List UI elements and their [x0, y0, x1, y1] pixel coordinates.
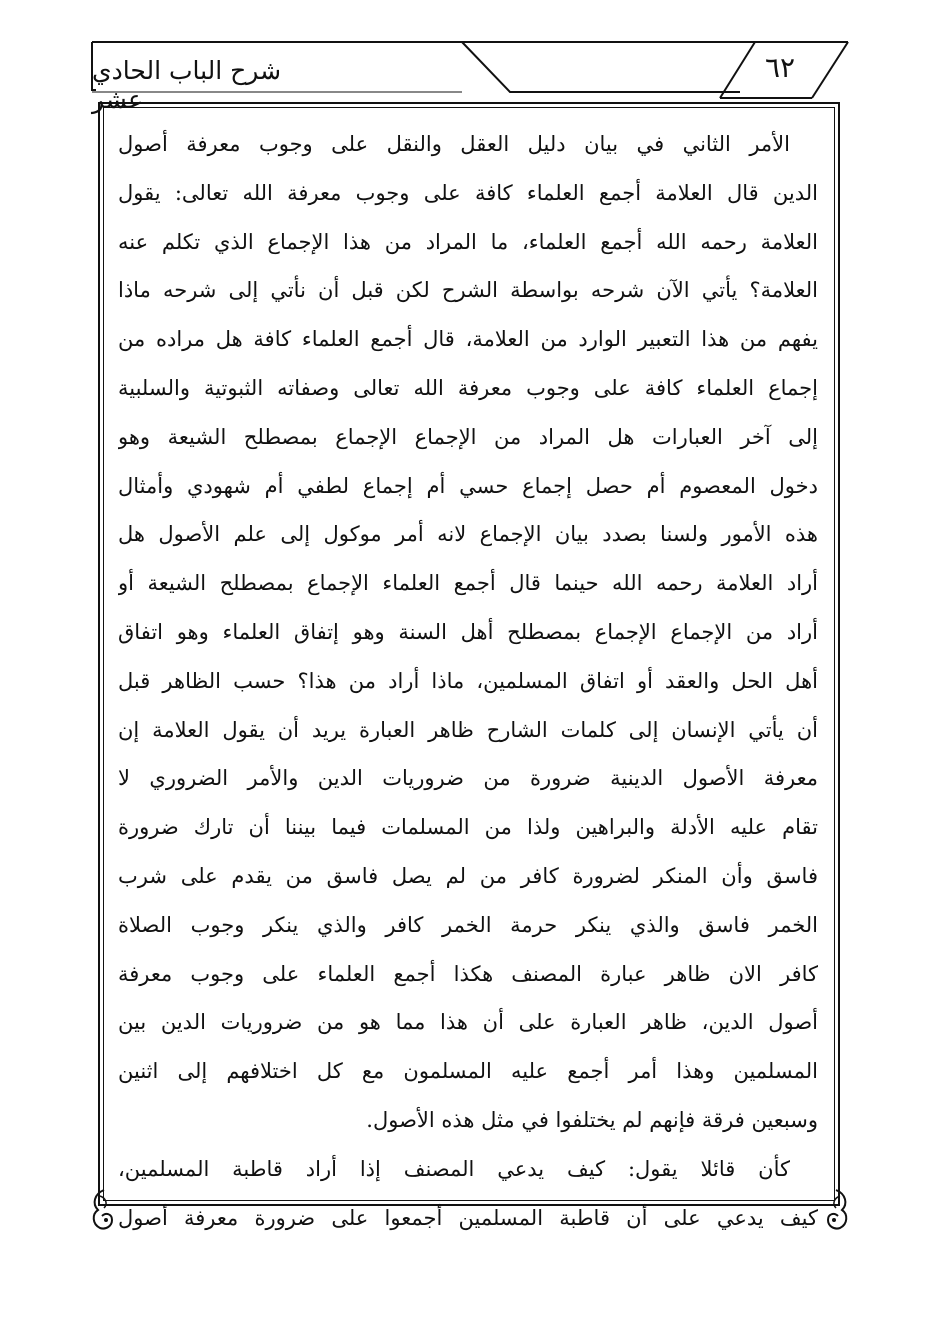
- paragraph-1: [118, 120, 818, 1145]
- text-line: أراد من الإجماع الإجماع بمصطلح أهل السنة وهو إتفاق العلماء وهو اتفاق: [118, 619, 818, 644]
- text-line: كيف يدعي على أن قاطبة المسلمين أجمعوا على ضرورة معرفة أصول: [118, 1205, 818, 1230]
- text-line: تقام عليه الأدلة والبراهين ولذا من المسلمات فيما بيننا أن تارك ضرورة: [118, 815, 818, 840]
- text-line: دخول المعصوم أم حصل إجماع حسي أم إجماع لطفي أم شهودي وأمثال: [118, 473, 818, 498]
- body-text: [118, 120, 818, 1242]
- text-line: يفهم من هذا التعبير الوارد من العلامة، قال أجمع العلماء كافة هل مراده من: [118, 327, 818, 352]
- text-line: كأن قائلا يقول: كيف يدعي المصنف إذا أراد قاطبة المسلمين،: [118, 1156, 790, 1181]
- text-line: الأمر الثاني في بيان دليل العقل والنقل على وجوب معرفة أصول: [118, 132, 790, 156]
- text-line: إلى آخر العبارات هل المراد من الإجماع الإجماع بمصطلح الشيعة وهو: [118, 424, 818, 449]
- ornament-bottom-right-icon: [818, 1186, 854, 1232]
- text-line: العلامة؟ يأتي الآن شرحه بواسطة الشرح لكن قبل أن نأتي إلى شرحه ماذا: [118, 278, 818, 303]
- text-line: الخمر فاسق والذي ينكر حرمة الخمر كافر والذي ينكر وجوب الصلاة: [118, 912, 818, 937]
- page-number: ٦٢: [764, 51, 796, 84]
- text-line: الدين قال العلامة أجمع العلماء كافة على وجوب معرفة الله تعالى: يقول: [118, 180, 818, 205]
- text-line: أصول الدين، ظاهر العبارة على أن هذا مما هو من ضروريات الدين بين: [118, 1010, 818, 1035]
- paragraph-2: [118, 1145, 818, 1243]
- text-line: العلامة رحمه الله أجمع العلماء، ما المراد من هذا الإجماع الذي تكلم عنه: [118, 229, 818, 254]
- text-line: هذه الأمور ولسنا بصدد بيان الإجماع لانه أمر موكول إلى علم الأصول هل: [118, 522, 818, 547]
- ornament-bottom-left-icon: [86, 1186, 122, 1232]
- text-line: أهل الحل والعقد أو اتفاق المسلمين، ماذا أراد من هذا؟ حسب الظاهر قبل: [118, 668, 818, 693]
- text-line: كافر الان ظاهر عبارة المصنف هكذا أجمع العلماء على وجوب معرفة: [118, 961, 818, 986]
- text-line: أن يأتي الإنسان إلى كلمات الشارح ظاهر العبارة يريد أن يقول العلامة إن: [118, 717, 818, 742]
- text-line: وسبعين فرقة فإنهم لم يختلفوا في مثل هذه الأصول.: [366, 1107, 818, 1132]
- running-header-title: شرح الباب الحادي عشر: [92, 56, 282, 114]
- text-line: فاسق وأن المنكر لضرورة كافر من لم يصل فاسق من يقدم على شرب: [118, 863, 818, 888]
- text-line: المسلمين وهذا أمر أجمع عليه المسلمون مع كل اختلافهم إلى اثنين: [118, 1059, 818, 1084]
- text-line: أراد العلامة رحمه الله حينما قال أجمع العلماء الإجماع بمصطلح الشيعة أو: [118, 571, 818, 596]
- text-line: معرفة الأصول الدينية ضرورة من ضروريات الدين والأمر الضروري لا: [118, 766, 818, 791]
- text-line: إجماع العلماء كافة على وجوب معرفة الله تعالى وصفاته الثبوتية والسلبية: [118, 375, 818, 400]
